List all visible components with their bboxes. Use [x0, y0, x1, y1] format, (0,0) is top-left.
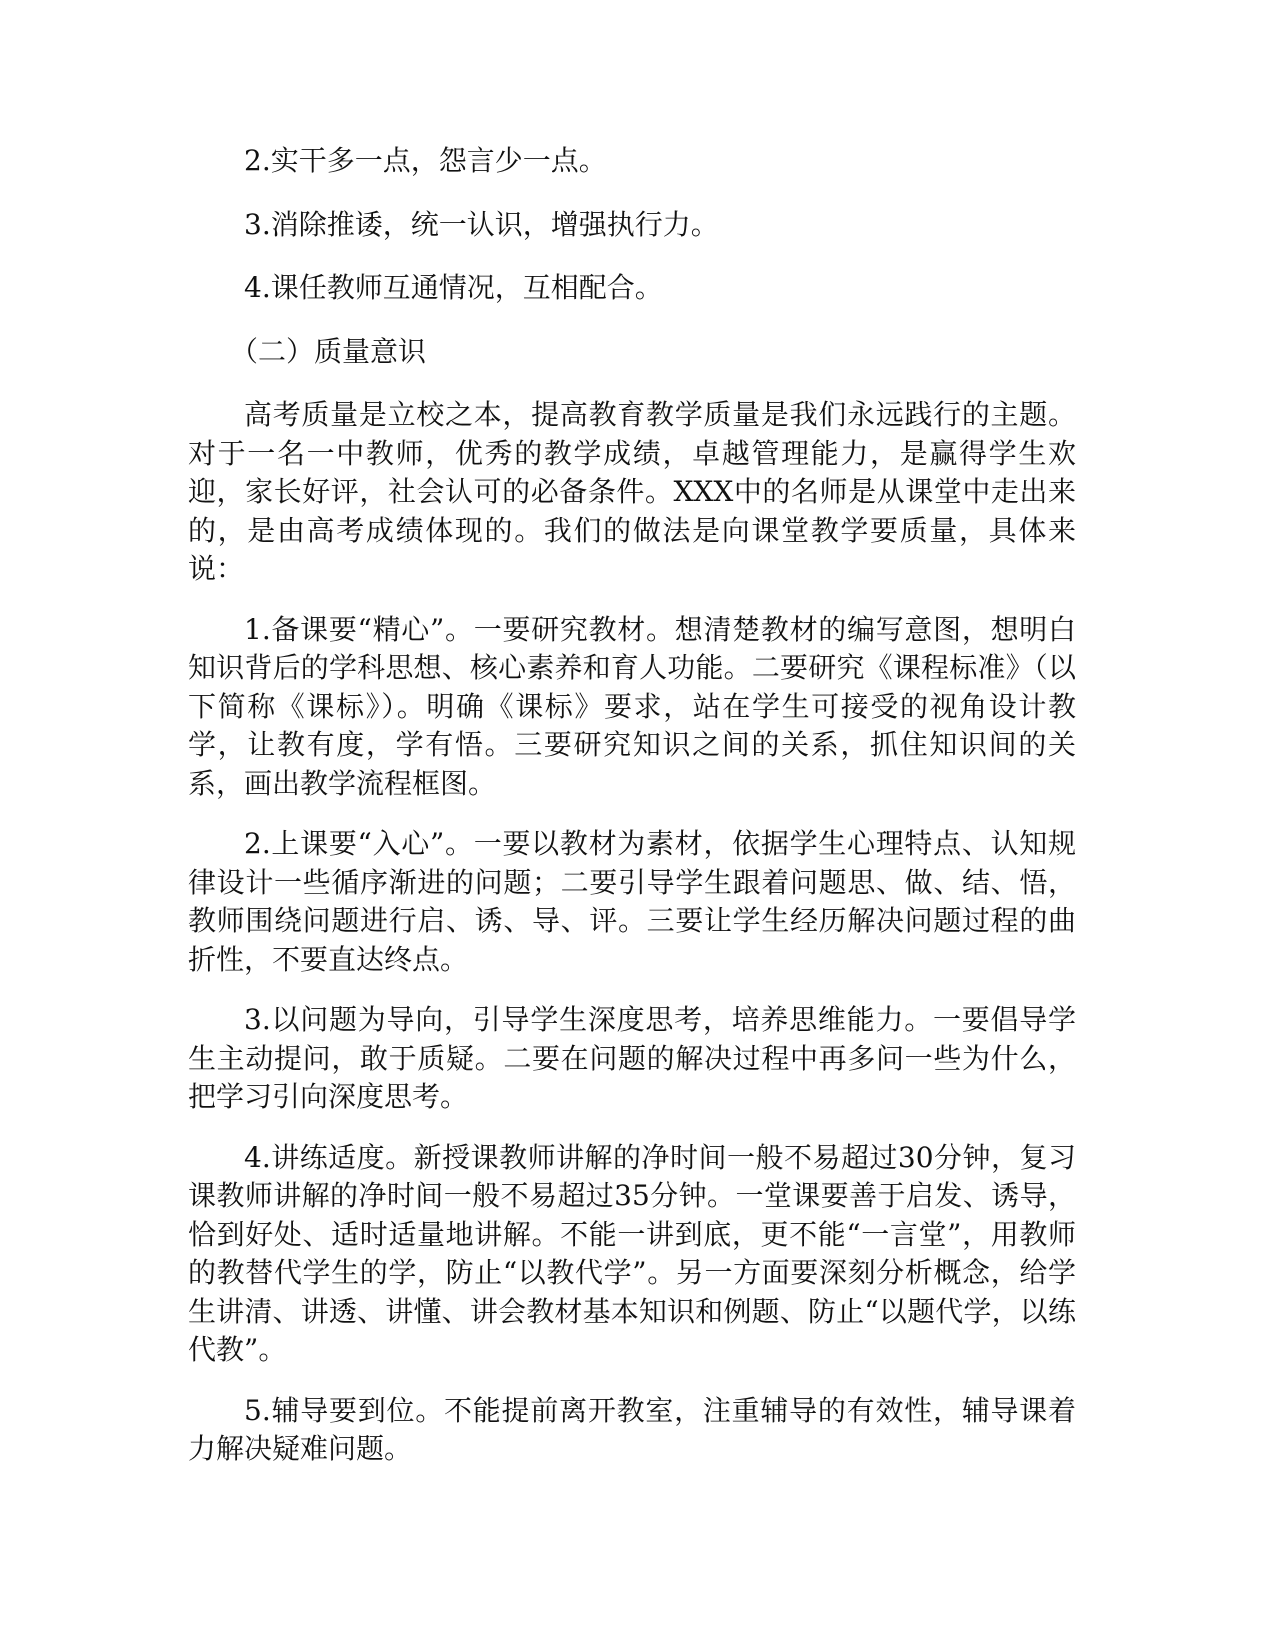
point-paragraph: 1.备课要“精心”。一要研究教材。想清楚教材的编写意图，想明白知识背后的学科思想、核心素养和育人功能。二要研究《课程标准》（以下简称《课标》）。明确《课标》要求，站在学生可接受的视角设计教学，让教有度，学有悟。三要研究知识之间的关系，抓住知识间的关系，画出教学流程框图。	[188, 612, 1076, 800]
list-item: 2.实干多一点，怨言少一点。	[244, 144, 607, 177]
point-paragraph: 5.辅导要到位。不能提前离开教室，注重辅导的有效性，辅导课着力解决疑难问题。	[188, 1393, 1076, 1465]
point-paragraph: 2.上课要“入心”。一要以教材为素材，依据学生心理特点、认知规律设计一些循序渐进的问题；二要引导学生跟着问题思、做、结、悟，教师围绕问题进行启、诱、导、评。三要让学生经历解决问题过程的曲折性，不要直达终点。	[188, 827, 1076, 976]
point-paragraph: 4.讲练适度。新授课教师讲解的净时间一般不易超过30分钟，复习课教师讲解的净时间一般不易超过35分钟。一堂课要善于启发、诱导，恰到好处、适时适量地讲解。不能一讲到底，更不能“一言堂”，用教师的教替代学生的学，防止“以教代学”。另一方面要深刻分析概念，给学生讲清、讲透、讲懂、讲会教材基本知识和例题、防止“以题代学，以练代教”。	[188, 1140, 1076, 1366]
point-paragraph: 3.以问题为导向，引导学生深度思考，培养思维能力。一要倡导学生主动提问，敢于质疑。二要在问题的解决过程中再多问一些为什么，把学习引向深度思考。	[188, 1003, 1076, 1113]
list-item: 3.消除推诿，统一认识，增强执行力。	[244, 207, 719, 241]
document-body	[188, 142, 1076, 1491]
section-heading: （二）质量意识	[230, 334, 427, 368]
list-item: 4.课任教师互通情况，互相配合。	[244, 271, 663, 304]
intro-paragraph: 高考质量是立校之本，提高教育教学质量是我们永远践行的主题。对于一名一中教师，优秀的教学成绩，卓越管理能力，是赢得学生欢迎，家长好评，社会认可的必备条件。XXX中的名师是从课堂中走出来的，是由高考成绩体现的。我们的做法是向课堂教学要质量，具体来说：	[188, 398, 1076, 585]
